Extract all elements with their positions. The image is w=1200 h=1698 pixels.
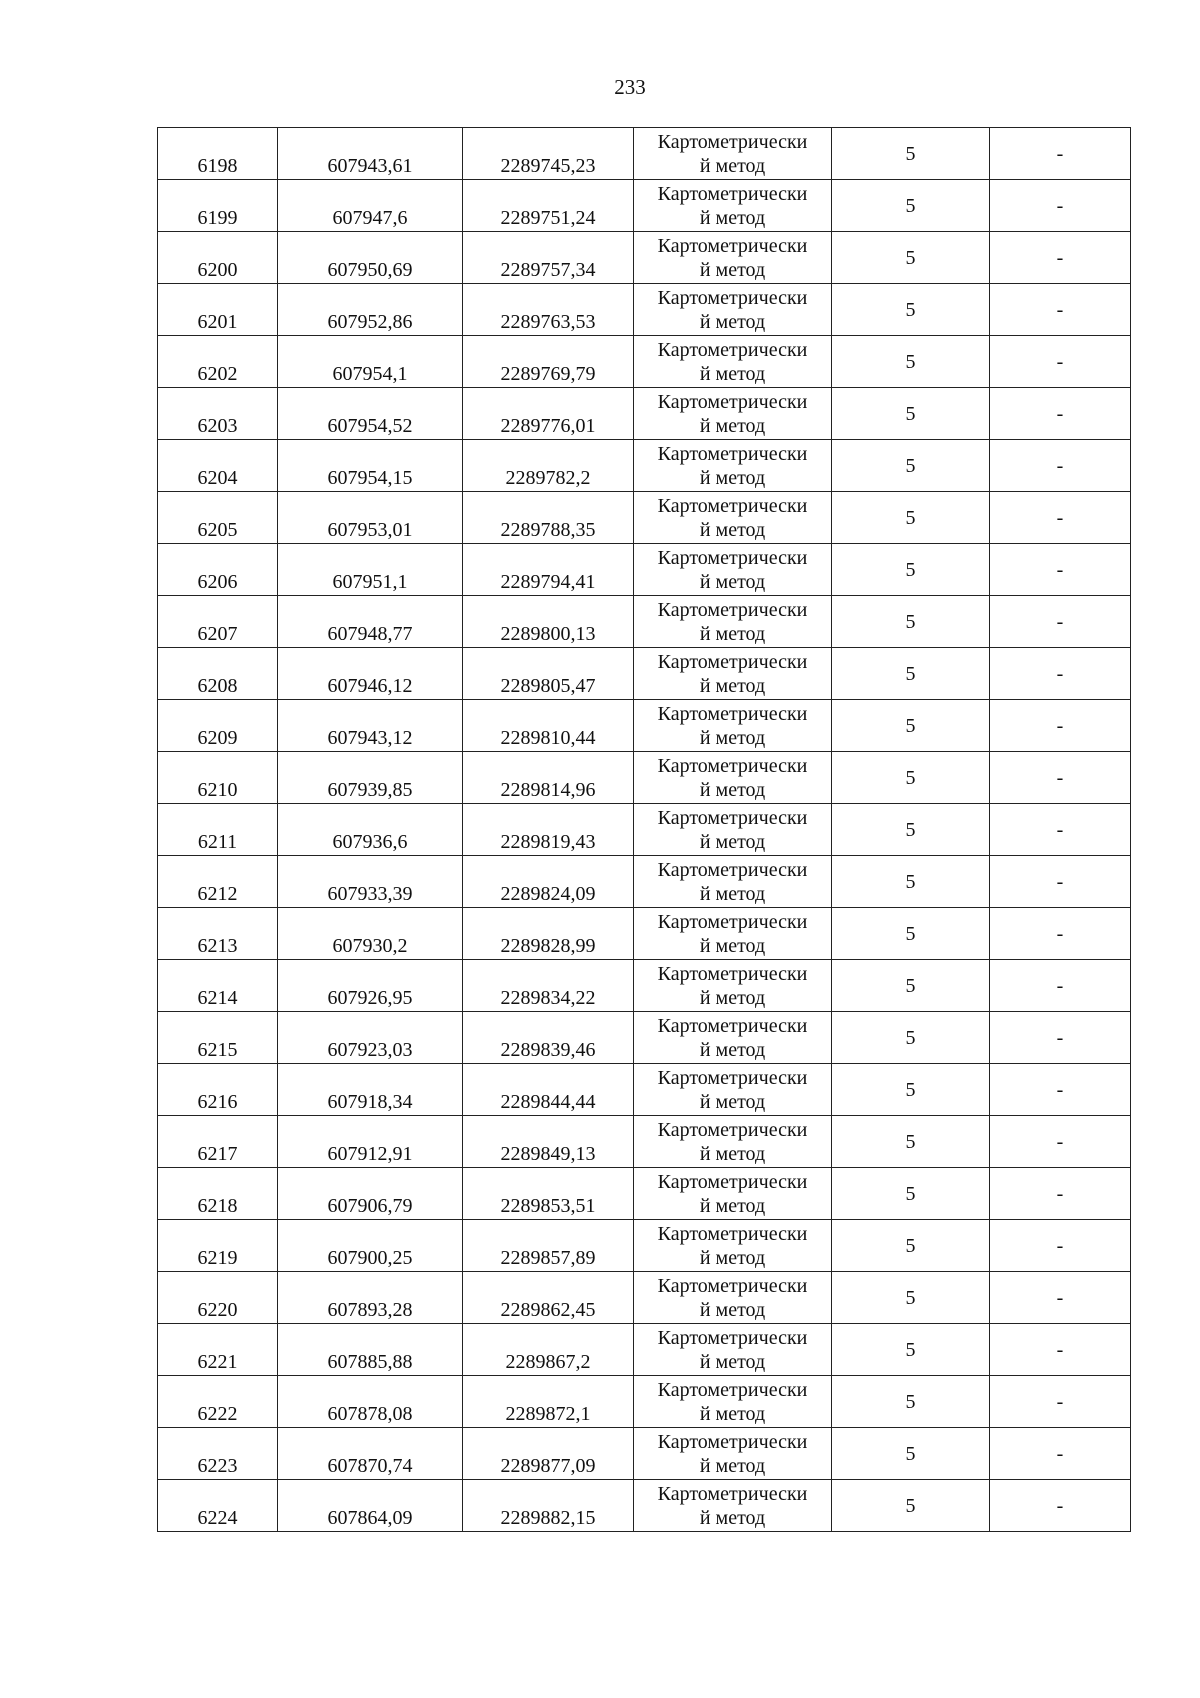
method-line-2: й метод — [699, 154, 766, 177]
method-line-2: й метод — [699, 1402, 766, 1425]
description-cell: - — [990, 388, 1131, 440]
method-line-2: й метод — [699, 830, 766, 853]
method-line-1: Картометрически — [657, 1014, 808, 1037]
coordinate-x-cell: 607885,88 — [278, 1324, 463, 1376]
accuracy-cell: 5 — [832, 596, 990, 648]
table-row — [158, 1116, 1131, 1168]
coordinate-x-cell: 607918,34 — [278, 1064, 463, 1116]
method-cell — [634, 1428, 832, 1480]
coordinate-x-cell: 607930,2 — [278, 908, 463, 960]
point-number-cell: 6216 — [158, 1064, 278, 1116]
method-cell — [634, 544, 832, 596]
coordinate-y-cell: 2289757,34 — [463, 232, 634, 284]
point-number-cell: 6204 — [158, 440, 278, 492]
coordinate-y-cell: 2289877,09 — [463, 1428, 634, 1480]
table-row — [158, 544, 1131, 596]
coordinate-y-cell: 2289769,79 — [463, 336, 634, 388]
point-number-cell: 6217 — [158, 1116, 278, 1168]
table-row — [158, 1168, 1131, 1220]
coordinate-x-cell: 607954,52 — [278, 388, 463, 440]
coordinate-x-cell: 607946,12 — [278, 648, 463, 700]
table-row — [158, 336, 1131, 388]
point-number-cell: 6210 — [158, 752, 278, 804]
method-line-1: Картометрически — [657, 182, 808, 205]
coordinate-x-cell: 607943,12 — [278, 700, 463, 752]
method-line-1: Картометрически — [657, 338, 808, 361]
method-cell — [634, 700, 832, 752]
table-row — [158, 1376, 1131, 1428]
coordinate-y-cell: 2289862,45 — [463, 1272, 634, 1324]
method-line-1: Картометрически — [657, 702, 808, 725]
method-line-1: Картометрически — [657, 650, 808, 673]
table-row — [158, 1272, 1131, 1324]
accuracy-cell: 5 — [832, 648, 990, 700]
coordinate-y-cell: 2289810,44 — [463, 700, 634, 752]
coordinate-x-cell: 607906,79 — [278, 1168, 463, 1220]
table-row — [158, 1220, 1131, 1272]
method-cell — [634, 336, 832, 388]
method-cell — [634, 752, 832, 804]
method-line-1: Картометрически — [657, 1482, 808, 1505]
method-cell — [634, 180, 832, 232]
method-line-1: Картометрически — [657, 234, 808, 257]
method-line-2: й метод — [699, 570, 766, 593]
table-row — [158, 180, 1131, 232]
method-cell — [634, 1272, 832, 1324]
point-number-cell: 6206 — [158, 544, 278, 596]
method-line-1: Картометрически — [657, 910, 808, 933]
coordinate-y-cell: 2289745,23 — [463, 128, 634, 180]
method-line-2: й метод — [699, 934, 766, 957]
coordinate-y-cell: 2289776,01 — [463, 388, 634, 440]
description-cell: - — [990, 908, 1131, 960]
table-row — [158, 752, 1131, 804]
coordinate-y-cell: 2289782,2 — [463, 440, 634, 492]
method-line-1: Картометрически — [657, 1118, 808, 1141]
point-number-cell: 6221 — [158, 1324, 278, 1376]
coordinate-x-cell: 607952,86 — [278, 284, 463, 336]
accuracy-cell: 5 — [832, 1064, 990, 1116]
table-row — [158, 856, 1131, 908]
accuracy-cell: 5 — [832, 388, 990, 440]
method-line-2: й метод — [699, 1142, 766, 1165]
method-line-2: й метод — [699, 726, 766, 749]
table-row — [158, 128, 1131, 180]
method-cell — [634, 908, 832, 960]
method-line-2: й метод — [699, 1090, 766, 1113]
method-cell — [634, 232, 832, 284]
description-cell: - — [990, 1012, 1131, 1064]
description-cell: - — [990, 128, 1131, 180]
method-line-2: й метод — [699, 1506, 766, 1529]
coordinate-x-cell: 607954,1 — [278, 336, 463, 388]
description-cell: - — [990, 648, 1131, 700]
description-cell: - — [990, 960, 1131, 1012]
method-line-2: й метод — [699, 310, 766, 333]
point-number-cell: 6199 — [158, 180, 278, 232]
coordinate-x-cell: 607864,09 — [278, 1480, 463, 1532]
method-line-1: Картометрически — [657, 130, 808, 153]
accuracy-cell: 5 — [832, 1116, 990, 1168]
accuracy-cell: 5 — [832, 492, 990, 544]
description-cell: - — [990, 700, 1131, 752]
point-number-cell: 6211 — [158, 804, 278, 856]
description-cell: - — [990, 440, 1131, 492]
accuracy-cell: 5 — [832, 1376, 990, 1428]
point-number-cell: 6198 — [158, 128, 278, 180]
point-number-cell: 6215 — [158, 1012, 278, 1064]
method-cell — [634, 596, 832, 648]
coordinate-x-cell: 607923,03 — [278, 1012, 463, 1064]
accuracy-cell: 5 — [832, 908, 990, 960]
accuracy-cell: 5 — [832, 1168, 990, 1220]
description-cell: - — [990, 492, 1131, 544]
description-cell: - — [990, 752, 1131, 804]
coordinate-x-cell: 607950,69 — [278, 232, 463, 284]
table-row — [158, 908, 1131, 960]
accuracy-cell: 5 — [832, 544, 990, 596]
coordinate-y-cell: 2289857,89 — [463, 1220, 634, 1272]
method-line-1: Картометрически — [657, 754, 808, 777]
method-line-1: Картометрически — [657, 598, 808, 621]
coordinate-y-cell: 2289824,09 — [463, 856, 634, 908]
method-line-2: й метод — [699, 414, 766, 437]
accuracy-cell: 5 — [832, 128, 990, 180]
coordinate-y-cell: 2289800,13 — [463, 596, 634, 648]
method-line-1: Картометрически — [657, 806, 808, 829]
table-row — [158, 960, 1131, 1012]
table-row — [158, 1012, 1131, 1064]
coordinate-x-cell: 607943,61 — [278, 128, 463, 180]
coordinate-y-cell: 2289834,22 — [463, 960, 634, 1012]
method-cell — [634, 648, 832, 700]
description-cell: - — [990, 804, 1131, 856]
coordinate-x-cell: 607878,08 — [278, 1376, 463, 1428]
description-cell: - — [990, 596, 1131, 648]
table-row — [158, 596, 1131, 648]
method-line-1: Картометрически — [657, 1066, 808, 1089]
description-cell: - — [990, 856, 1131, 908]
table-row — [158, 440, 1131, 492]
method-line-2: й метод — [699, 778, 766, 801]
coordinate-y-cell: 2289788,35 — [463, 492, 634, 544]
point-number-cell: 6213 — [158, 908, 278, 960]
method-line-1: Картометрически — [657, 1378, 808, 1401]
point-number-cell: 6223 — [158, 1428, 278, 1480]
description-cell: - — [990, 336, 1131, 388]
method-line-1: Картометрически — [657, 1222, 808, 1245]
method-line-2: й метод — [699, 1038, 766, 1061]
accuracy-cell: 5 — [832, 284, 990, 336]
description-cell: - — [990, 1220, 1131, 1272]
coordinate-x-cell: 607954,15 — [278, 440, 463, 492]
coordinate-y-cell: 2289763,53 — [463, 284, 634, 336]
point-number-cell: 6222 — [158, 1376, 278, 1428]
table-row — [158, 388, 1131, 440]
accuracy-cell: 5 — [832, 856, 990, 908]
point-number-cell: 6207 — [158, 596, 278, 648]
table-row — [158, 232, 1131, 284]
method-line-2: й метод — [699, 1298, 766, 1321]
point-number-cell: 6208 — [158, 648, 278, 700]
method-line-2: й метод — [699, 362, 766, 385]
point-number-cell: 6203 — [158, 388, 278, 440]
coordinate-x-cell: 607933,39 — [278, 856, 463, 908]
page-number: 233 — [614, 75, 646, 99]
point-number-cell: 6214 — [158, 960, 278, 1012]
method-line-2: й метод — [699, 258, 766, 281]
method-line-1: Картометрически — [657, 390, 808, 413]
coordinate-y-cell: 2289872,1 — [463, 1376, 634, 1428]
accuracy-cell: 5 — [832, 1324, 990, 1376]
coordinate-x-cell: 607912,91 — [278, 1116, 463, 1168]
accuracy-cell: 5 — [832, 440, 990, 492]
description-cell: - — [990, 1376, 1131, 1428]
description-cell: - — [990, 1272, 1131, 1324]
description-cell: - — [990, 232, 1131, 284]
description-cell: - — [990, 1428, 1131, 1480]
description-cell: - — [990, 1480, 1131, 1532]
method-line-2: й метод — [699, 1246, 766, 1269]
description-cell: - — [990, 180, 1131, 232]
accuracy-cell: 5 — [832, 336, 990, 388]
method-cell — [634, 388, 832, 440]
table-row — [158, 804, 1131, 856]
method-line-2: й метод — [699, 1454, 766, 1477]
accuracy-cell: 5 — [832, 1272, 990, 1324]
coordinates-table — [157, 127, 1131, 1532]
method-line-1: Картометрически — [657, 962, 808, 985]
table-row — [158, 284, 1131, 336]
point-number-cell: 6224 — [158, 1480, 278, 1532]
description-cell: - — [990, 1324, 1131, 1376]
coordinate-y-cell: 2289805,47 — [463, 648, 634, 700]
method-line-2: й метод — [699, 1194, 766, 1217]
method-line-2: й метод — [699, 518, 766, 541]
method-line-1: Картометрически — [657, 442, 808, 465]
point-number-cell: 6212 — [158, 856, 278, 908]
point-number-cell: 6202 — [158, 336, 278, 388]
method-line-1: Картометрически — [657, 1170, 808, 1193]
coordinate-x-cell: 607947,6 — [278, 180, 463, 232]
point-number-cell: 6209 — [158, 700, 278, 752]
method-line-1: Картометрически — [657, 1274, 808, 1297]
method-line-1: Картометрически — [657, 286, 808, 309]
point-number-cell: 6200 — [158, 232, 278, 284]
accuracy-cell: 5 — [832, 1012, 990, 1064]
table-row — [158, 1480, 1131, 1532]
coordinate-y-cell: 2289819,43 — [463, 804, 634, 856]
coordinate-x-cell: 607936,6 — [278, 804, 463, 856]
coordinates-table-body — [158, 128, 1131, 1532]
coordinate-y-cell: 2289853,51 — [463, 1168, 634, 1220]
accuracy-cell: 5 — [832, 700, 990, 752]
accuracy-cell: 5 — [832, 232, 990, 284]
method-cell — [634, 1116, 832, 1168]
method-cell — [634, 1064, 832, 1116]
coordinate-y-cell: 2289751,24 — [463, 180, 634, 232]
description-cell: - — [990, 544, 1131, 596]
coordinate-y-cell: 2289867,2 — [463, 1324, 634, 1376]
method-cell — [634, 1324, 832, 1376]
coordinate-y-cell: 2289794,41 — [463, 544, 634, 596]
accuracy-cell: 5 — [832, 1220, 990, 1272]
accuracy-cell: 5 — [832, 960, 990, 1012]
coordinate-x-cell: 607900,25 — [278, 1220, 463, 1272]
method-line-2: й метод — [699, 986, 766, 1009]
table-row — [158, 700, 1131, 752]
method-line-2: й метод — [699, 622, 766, 645]
table-row — [158, 1324, 1131, 1376]
coordinate-x-cell: 607870,74 — [278, 1428, 463, 1480]
method-line-1: Картометрически — [657, 1326, 808, 1349]
method-line-1: Картометрически — [657, 494, 808, 517]
accuracy-cell: 5 — [832, 752, 990, 804]
method-cell — [634, 804, 832, 856]
coordinate-x-cell: 607893,28 — [278, 1272, 463, 1324]
method-cell — [634, 960, 832, 1012]
description-cell: - — [990, 1064, 1131, 1116]
method-cell — [634, 1480, 832, 1532]
method-line-2: й метод — [699, 674, 766, 697]
table-row — [158, 1428, 1131, 1480]
accuracy-cell: 5 — [832, 180, 990, 232]
description-cell: - — [990, 1116, 1131, 1168]
method-cell — [634, 128, 832, 180]
method-line-2: й метод — [699, 466, 766, 489]
accuracy-cell: 5 — [832, 1480, 990, 1532]
coordinate-y-cell: 2289814,96 — [463, 752, 634, 804]
method-cell — [634, 440, 832, 492]
coordinate-y-cell: 2289849,13 — [463, 1116, 634, 1168]
method-line-1: Картометрически — [657, 1430, 808, 1453]
coordinate-x-cell: 607951,1 — [278, 544, 463, 596]
method-line-2: й метод — [699, 206, 766, 229]
method-line-1: Картометрически — [657, 546, 808, 569]
table-row — [158, 648, 1131, 700]
method-cell — [634, 1168, 832, 1220]
table-row — [158, 1064, 1131, 1116]
point-number-cell: 6219 — [158, 1220, 278, 1272]
method-line-2: й метод — [699, 882, 766, 905]
method-cell — [634, 856, 832, 908]
method-line-2: й метод — [699, 1350, 766, 1373]
method-cell — [634, 1012, 832, 1064]
coordinate-y-cell: 2289882,15 — [463, 1480, 634, 1532]
coordinate-x-cell: 607948,77 — [278, 596, 463, 648]
accuracy-cell: 5 — [832, 1428, 990, 1480]
method-cell — [634, 1220, 832, 1272]
coordinate-y-cell: 2289844,44 — [463, 1064, 634, 1116]
method-cell — [634, 492, 832, 544]
coordinate-x-cell: 607953,01 — [278, 492, 463, 544]
method-line-1: Картометрически — [657, 858, 808, 881]
coordinate-x-cell: 607939,85 — [278, 752, 463, 804]
method-cell — [634, 1376, 832, 1428]
coordinate-x-cell: 607926,95 — [278, 960, 463, 1012]
description-cell: - — [990, 1168, 1131, 1220]
point-number-cell: 6205 — [158, 492, 278, 544]
coordinate-y-cell: 2289828,99 — [463, 908, 634, 960]
point-number-cell: 6220 — [158, 1272, 278, 1324]
accuracy-cell: 5 — [832, 804, 990, 856]
method-cell — [634, 284, 832, 336]
point-number-cell: 6218 — [158, 1168, 278, 1220]
coordinate-y-cell: 2289839,46 — [463, 1012, 634, 1064]
table-row — [158, 492, 1131, 544]
point-number-cell: 6201 — [158, 284, 278, 336]
description-cell: - — [990, 284, 1131, 336]
